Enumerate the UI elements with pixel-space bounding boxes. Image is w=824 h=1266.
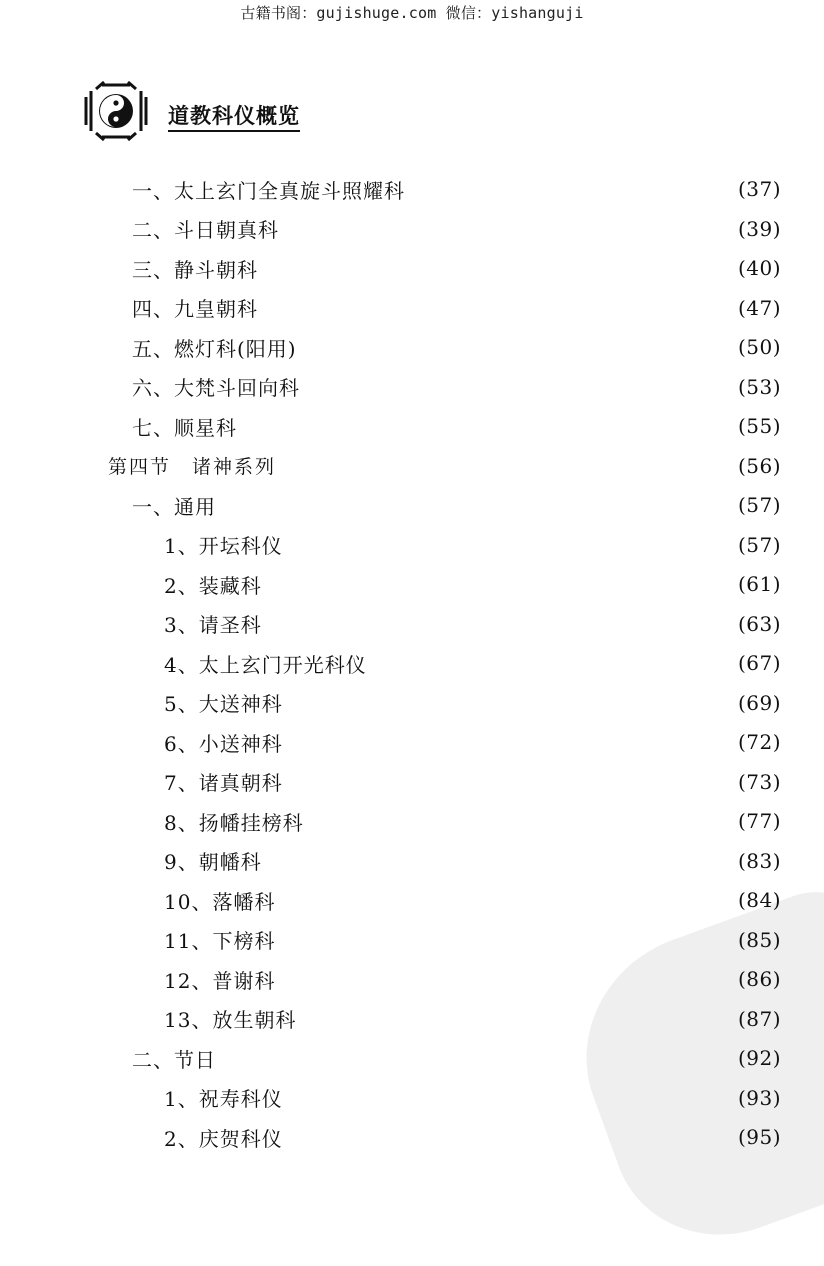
toc-entry — [0, 1001, 824, 1037]
toc-entry-title: 七、顺星科 — [132, 415, 237, 440]
toc-entry — [0, 1119, 824, 1155]
toc-entry-title: 一、通用 — [132, 494, 216, 519]
toc-entry — [0, 369, 824, 405]
toc-entry-page: (83) — [738, 848, 782, 873]
toc-entry — [0, 527, 824, 563]
toc-entry-page: (92) — [738, 1046, 782, 1070]
toc-entry — [0, 448, 824, 484]
dot-leader — [279, 930, 734, 950]
toc-entry-title: 7、诸真朝科 — [164, 771, 283, 795]
toc-entry — [0, 961, 824, 997]
dot-leader — [300, 1009, 734, 1029]
toc-entry-title: 10、落幡科 — [164, 889, 276, 914]
toc-entry-title: 二、节日 — [132, 1047, 216, 1072]
dot-leader — [280, 456, 734, 476]
dot-leader — [409, 179, 734, 199]
toc-entry — [0, 1040, 824, 1076]
toc-entry-title: 1、祝寿科仪 — [164, 1087, 283, 1111]
toc-entry — [0, 882, 824, 918]
toc-entry — [0, 724, 824, 760]
dot-leader — [287, 693, 734, 713]
toc-entry-title: 5、大送神科 — [164, 692, 283, 716]
dot-leader — [266, 851, 734, 871]
dot-leader — [279, 890, 734, 910]
dot-leader — [266, 614, 734, 634]
toc-entry-title: 第四节 诸神系列 — [108, 456, 277, 478]
toc-entry-page: (95) — [738, 1125, 782, 1149]
toc-entry-title: 一、太上玄门全真旋斗照耀科 — [132, 178, 405, 203]
dot-leader — [262, 298, 734, 318]
toc-entry-page: (53) — [738, 374, 782, 399]
toc-entry-page: (67) — [738, 651, 782, 675]
page-header-title: 道教科仪概览 — [168, 104, 300, 132]
toc-entry-page: (85) — [738, 927, 782, 952]
toc-entry-page: (86) — [738, 967, 782, 991]
toc-entry-page: (37) — [738, 177, 782, 201]
toc-entry — [0, 1080, 824, 1116]
toc-entry-title: 12、普谢科 — [164, 968, 276, 993]
toc-entry-page: (69) — [738, 690, 782, 715]
toc-entry — [0, 764, 824, 800]
toc-entry-title: 6、小送神科 — [164, 731, 283, 756]
toc-entry-title: 11、下榜科 — [164, 929, 276, 953]
toc-entry-title: 五、燃灯科(阳用) — [132, 336, 297, 361]
toc-entry-page: (55) — [738, 414, 782, 438]
toc-entry-title: 二、斗日朝真科 — [132, 218, 279, 242]
dot-leader — [220, 495, 734, 515]
toc-entry-page: (84) — [738, 888, 782, 912]
toc-entry-title: 8、扬幡挂榜科 — [164, 810, 304, 835]
dot-leader — [287, 535, 734, 555]
dot-leader — [283, 219, 734, 239]
toc-entry — [0, 171, 824, 207]
toc-entry — [0, 290, 824, 326]
toc-entry-page: (56) — [738, 453, 782, 478]
toc-entry-title: 1、开坛科仪 — [164, 534, 283, 558]
toc-entry-page: (50) — [738, 335, 782, 359]
toc-entry — [0, 803, 824, 839]
toc-entry — [0, 250, 824, 286]
toc-entry-title: 4、太上玄门开光科仪 — [164, 652, 367, 677]
toc-entry — [0, 645, 824, 681]
toc-entry — [0, 922, 824, 958]
toc-entry-title: 13、放生朝科 — [164, 1008, 297, 1032]
toc-entry-title: 三、静斗朝科 — [132, 257, 258, 282]
toc-entry — [0, 408, 824, 444]
dot-leader — [287, 732, 734, 752]
toc-entry — [0, 487, 824, 523]
dot-leader — [287, 1127, 734, 1147]
toc-entry-page: (72) — [738, 730, 782, 754]
toc-entry — [0, 843, 824, 879]
toc-entry-page: (61) — [738, 572, 782, 596]
dot-leader — [262, 258, 734, 278]
toc-entry-page: (63) — [738, 611, 782, 636]
toc-entry-title: 四、九皇朝科 — [132, 297, 258, 321]
dot-leader — [308, 811, 734, 831]
dot-leader — [220, 1048, 734, 1068]
toc-entry-page: (39) — [738, 216, 782, 241]
site-watermark: 古籍书阁：gujishuge.com 微信：yishanguji — [240, 4, 584, 22]
toc-entry-title: 3、请圣科 — [164, 613, 262, 637]
toc-entry — [0, 685, 824, 721]
toc-entry — [0, 606, 824, 642]
dot-leader — [279, 969, 734, 989]
toc-entry-title: 2、装藏科 — [164, 573, 262, 598]
dot-leader — [304, 377, 734, 397]
taiji-bagua-icon — [82, 80, 154, 142]
dot-leader — [301, 337, 734, 357]
toc-entry-page: (40) — [738, 256, 782, 280]
dot-leader — [287, 772, 734, 792]
toc-entry-title: 2、庆贺科仪 — [164, 1126, 283, 1151]
dot-leader — [266, 574, 734, 594]
toc-entry — [0, 329, 824, 365]
toc-entry-title: 六、大梵斗回向科 — [132, 376, 300, 400]
toc-entry-page: (73) — [738, 769, 782, 794]
dot-leader — [287, 1088, 734, 1108]
dot-leader — [241, 416, 734, 436]
toc-entry-page: (57) — [738, 493, 782, 517]
toc-entry-page: (77) — [738, 809, 782, 833]
toc-entry — [0, 211, 824, 247]
dot-leader — [371, 653, 734, 673]
toc-entry — [0, 566, 824, 602]
toc-entry-page: (47) — [738, 295, 782, 320]
toc-entry-page: (57) — [738, 532, 782, 557]
toc-entry-page: (87) — [738, 1006, 782, 1031]
toc-entry-title: 9、朝幡科 — [164, 850, 262, 874]
toc-entry-page: (93) — [738, 1085, 782, 1110]
